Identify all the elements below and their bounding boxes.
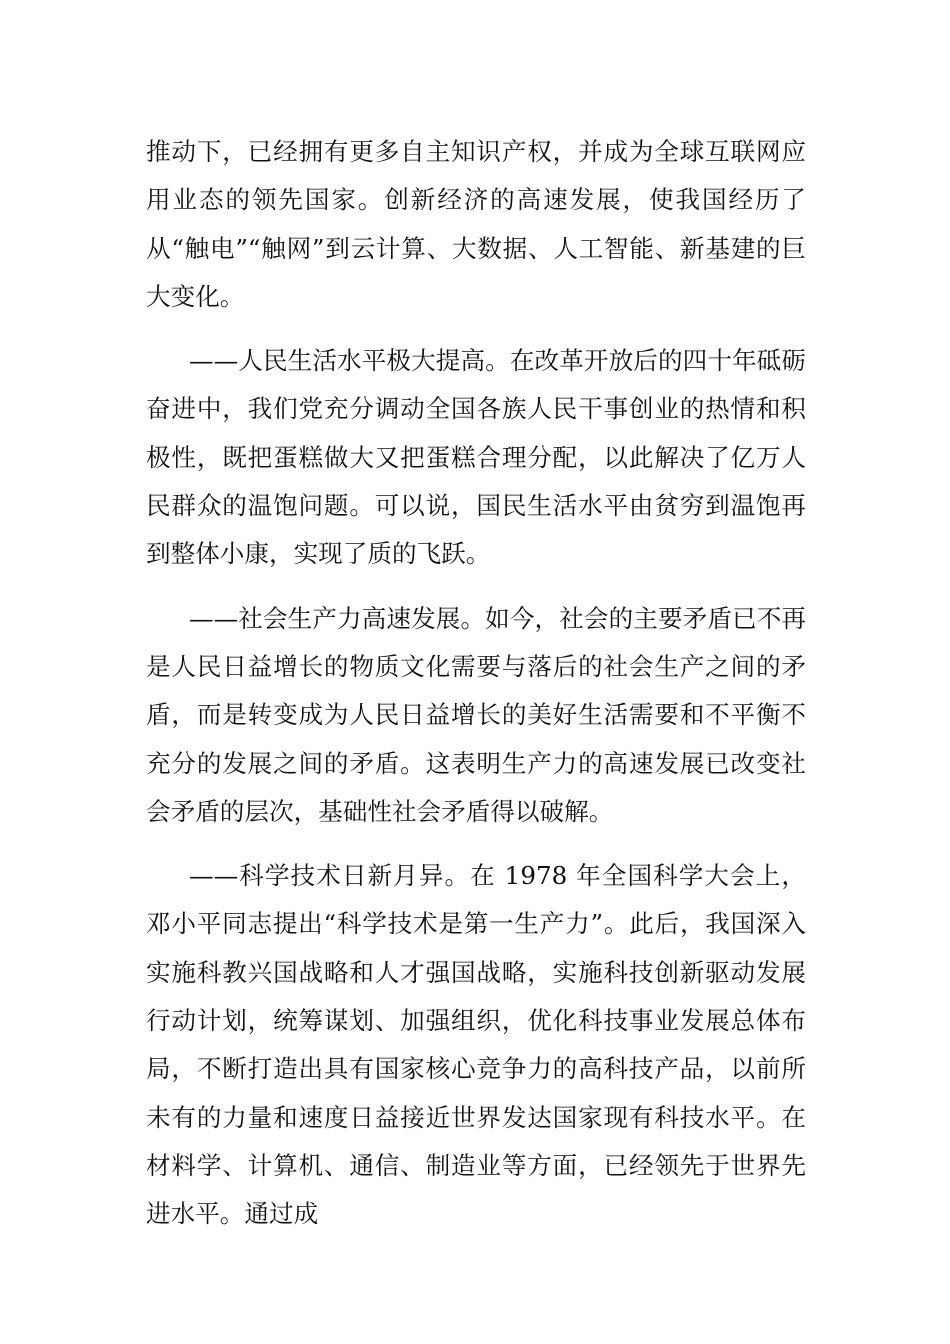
paragraph-living-standards: ——人民生活水平极大提高。在改革开放后的四十年砥砺奋进中，我们党充分调动全国各族人民干事创业的热情和积极性，既把蛋糕做大又把蛋糕合理分配，以此解决了亿万人民群众的温饱问题。可以说，国民生活水平由贫穷到温饱再到整体小康，实现了质的飞跃。 (146, 346, 806, 569)
document-body (146, 128, 806, 1255)
paragraph-productivity: ——社会生产力高速发展。如今，社会的主要矛盾已不再是人民日益增长的物质文化需要与落后的社会生产之间的矛盾，而是转变成为人民日益增长的美好生活需要和不平衡不充分的发展之间的矛盾。这表明生产力的高速发展已改变社会矛盾的层次，基础性社会矛盾得以破解。 (146, 603, 806, 826)
paragraph-continued: 推动下，已经拥有更多自主知识产权，并成为全球互联网应用业态的领先国家。创新经济的高速发展，使我国经历了从“触电”“触网”到云计算、大数据、人工智能、新基建的巨大变化。 (146, 137, 806, 311)
paragraph-science-technology: ——科学技术日新月异。在 1978 年全国科学大会上，邓小平同志提出“科学技术是第一生产力”。此后，我国深入实施科教兴国战略和人才强国战略，实施科技创新驱动发展行动计划，统筹谋划、加强组织，优化科技事业发展总体布局，不断打造出具有国家核心竞争力的高科技产品，以前所未有的力量和速度日益接近世界发达国家现有科技水平。在材料学、计算机、通信、制造业等方面，已经领先于世界先进水平。通过成 (146, 861, 806, 1229)
